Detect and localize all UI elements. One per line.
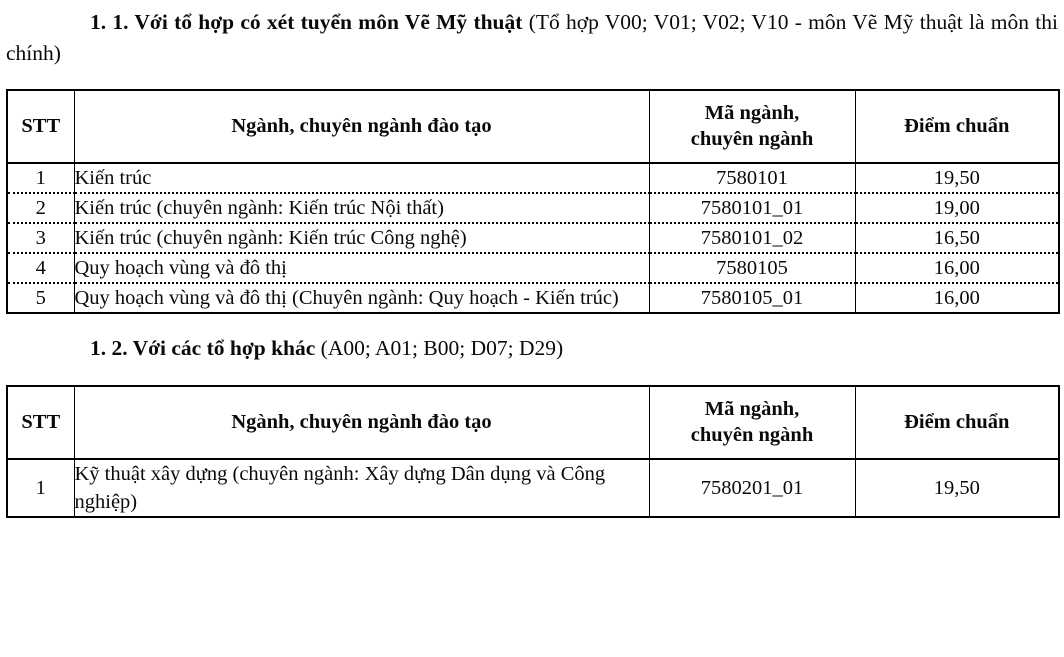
cell-stt: 5 — [7, 283, 74, 313]
column-header-major-code — [649, 386, 855, 459]
column-header-major: Ngành, chuyên ngành đào tạo — [74, 386, 649, 459]
column-header-major-code-line1: Mã ngành, — [704, 102, 800, 124]
score-table-1-head — [7, 90, 1059, 163]
column-header-major-code-line1: Mã ngành, — [704, 398, 800, 420]
cell-stt: 2 — [7, 193, 74, 223]
table-row — [7, 193, 1059, 223]
cell-benchmark-score: 16,00 — [855, 253, 1059, 283]
cell-stt: 4 — [7, 253, 74, 283]
section-heading-1-2-rest: (A00; A01; B00; D07; D29) — [315, 336, 564, 360]
cell-major: Kỹ thuật xây dựng (chuyên ngành: Xây dựng Dân dụng và Công nghiệp) — [74, 459, 649, 517]
section-heading-1-2-bold: 1. 2. Với các tổ hợp khác — [90, 336, 316, 360]
column-header-major-code-line2: chuyên ngành — [690, 128, 814, 150]
column-header-major-code-line2: chuyên ngành — [690, 424, 814, 446]
cell-benchmark-score: 19,00 — [855, 193, 1059, 223]
table-row — [7, 223, 1059, 253]
table-header-row — [7, 90, 1059, 163]
column-header-stt: STT — [7, 386, 74, 459]
section-heading-1-2 — [0, 314, 1064, 364]
section-heading-1-1-rest: (Tổ hợp V00; V01; V02; V10 - môn Vẽ Mỹ thuật là môn thi chính) — [6, 10, 1058, 65]
column-header-benchmark-score: Điểm chuẩn — [855, 90, 1059, 163]
section-heading-1-1-bold: 1. 1. Với tổ hợp có xét tuyển môn Vẽ Mỹ thuật — [90, 10, 523, 34]
table-2-container — [0, 385, 1064, 518]
cell-benchmark-score: 16,00 — [855, 283, 1059, 313]
table-1-container — [0, 89, 1064, 314]
cell-major-code: 7580201_01 — [649, 459, 855, 517]
cell-stt: 1 — [7, 163, 74, 193]
cell-benchmark-score: 19,50 — [855, 163, 1059, 193]
cell-major: Quy hoạch vùng và đô thị — [74, 253, 649, 283]
column-header-major-code — [649, 90, 855, 163]
cell-major: Quy hoạch vùng và đô thị (Chuyên ngành: Quy hoạch - Kiến trúc) — [74, 283, 649, 313]
cell-benchmark-score: 16,50 — [855, 223, 1059, 253]
cell-major-code: 7580105 — [649, 253, 855, 283]
table-row — [7, 283, 1059, 313]
score-table-1-body — [7, 163, 1059, 313]
section-heading-1-1 — [0, 0, 1064, 69]
score-table-2 — [6, 385, 1060, 518]
cell-stt: 3 — [7, 223, 74, 253]
table-row — [7, 163, 1059, 193]
table-row — [7, 253, 1059, 283]
cell-major: Kiến trúc (chuyên ngành: Kiến trúc Công nghệ) — [74, 223, 649, 253]
cell-major-code: 7580105_01 — [649, 283, 855, 313]
score-table-1 — [6, 89, 1060, 314]
cell-benchmark-score: 19,50 — [855, 459, 1059, 517]
column-header-benchmark-score: Điểm chuẩn — [855, 386, 1059, 459]
table-row — [7, 459, 1059, 517]
cell-major-code: 7580101 — [649, 163, 855, 193]
cell-major-code: 7580101_02 — [649, 223, 855, 253]
cell-stt: 1 — [7, 459, 74, 517]
column-header-major: Ngành, chuyên ngành đào tạo — [74, 90, 649, 163]
cell-major: Kiến trúc (chuyên ngành: Kiến trúc Nội thất) — [74, 193, 649, 223]
score-table-2-head — [7, 386, 1059, 459]
table-header-row — [7, 386, 1059, 459]
score-table-2-body — [7, 459, 1059, 517]
cell-major-code: 7580101_01 — [649, 193, 855, 223]
cell-major: Kiến trúc — [74, 163, 649, 193]
column-header-stt: STT — [7, 90, 74, 163]
